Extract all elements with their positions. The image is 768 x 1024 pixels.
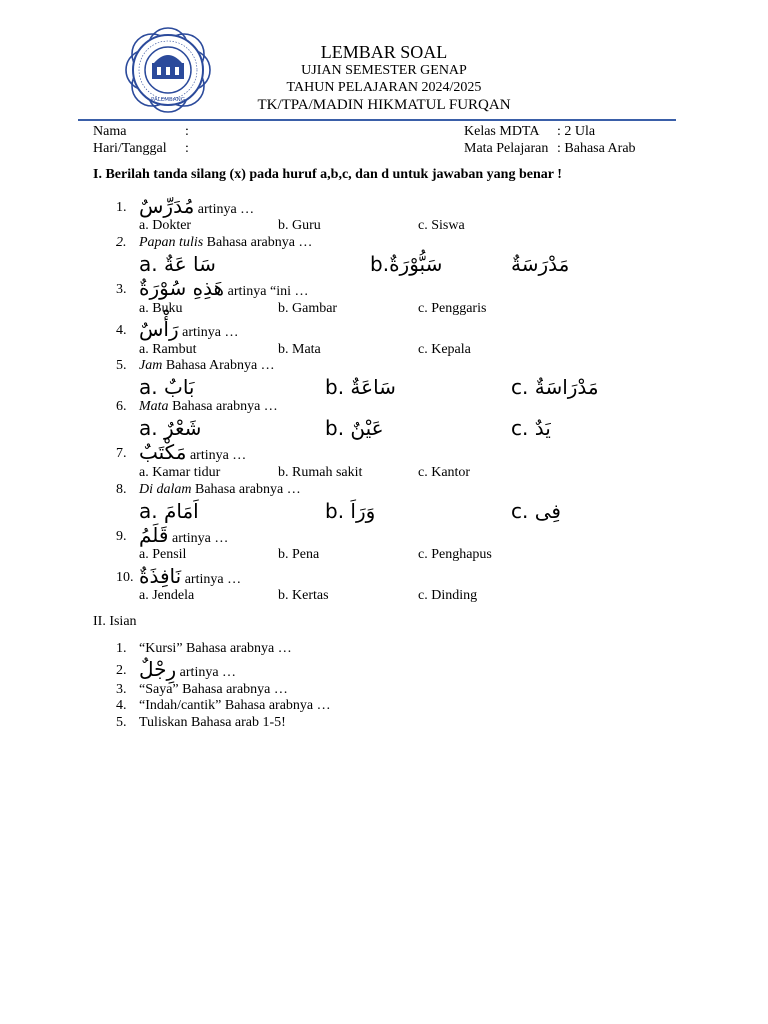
header-school: TK/TPA/MADIN HIKMATUL FURQAN bbox=[257, 97, 511, 113]
isian-1-text: “Kursi” Bahasa arabnya … bbox=[139, 641, 292, 656]
q6-number: 6. bbox=[116, 399, 127, 414]
q9-number: 9. bbox=[116, 529, 127, 544]
isian-5-number: 5. bbox=[116, 715, 127, 730]
q3-number: 3. bbox=[116, 282, 127, 297]
q9-arabic: قَلَمُ bbox=[139, 523, 169, 547]
q5-stem bbox=[139, 358, 275, 374]
q7-text: artinya … bbox=[186, 448, 247, 463]
q2-number: 2. bbox=[116, 235, 127, 250]
mapel-label: Mata Pelajaran bbox=[464, 141, 549, 156]
section1-instruction: I. Berilah tanda silang (x) pada huruf a,b,c, dan d untuk jawaban yang benar ! bbox=[93, 167, 562, 182]
mapel-value: : Bahasa Arab bbox=[557, 141, 636, 156]
q6-option-b[interactable]: b. عَيْنٌ bbox=[325, 416, 384, 440]
q5-option-c[interactable]: c. مَدْرَاسَةٌ bbox=[511, 375, 599, 399]
q4-option-a[interactable]: a. Rambut bbox=[139, 342, 197, 357]
q9-stem bbox=[139, 523, 228, 547]
q7-option-c[interactable]: c. Kantor bbox=[418, 465, 471, 480]
q8-option-b[interactable]: b. وَرَاَ bbox=[325, 499, 376, 523]
q5-text: Bahasa Arabnya … bbox=[162, 358, 275, 373]
q6-stem bbox=[139, 399, 278, 415]
logo-caption: PALEMBANG bbox=[151, 97, 185, 103]
q10-option-a[interactable]: a. Jendela bbox=[139, 588, 195, 603]
q3-option-a[interactable]: a. Buku bbox=[139, 301, 183, 316]
q8-text: Bahasa arabnya … bbox=[191, 482, 301, 497]
q2-option-a[interactable]: a. سَا عَةٌ bbox=[139, 252, 216, 276]
q1-option-c[interactable]: c. Siswa bbox=[418, 218, 465, 233]
q8-option-a[interactable]: a. اَمَامَ bbox=[139, 499, 199, 523]
q7-arabic: مَكْتَبٌ bbox=[139, 440, 187, 464]
q1-option-a[interactable]: a. Dokter bbox=[139, 218, 192, 233]
q4-arabic: رَأْسٌ bbox=[139, 317, 179, 341]
q4-option-b[interactable]: b. Mata bbox=[278, 342, 321, 357]
q5-option-a[interactable]: a. بَابٌ bbox=[139, 375, 195, 399]
section2-title: II. Isian bbox=[93, 614, 137, 629]
header-divider bbox=[78, 119, 676, 121]
q4-number: 4. bbox=[116, 323, 127, 338]
q6-option-a[interactable]: a. شَعْرٌ bbox=[139, 416, 202, 440]
q1-option-b[interactable]: b. Guru bbox=[278, 218, 321, 233]
q3-option-b[interactable]: b. Gambar bbox=[278, 301, 338, 316]
q8-option-c[interactable]: c. فِى bbox=[511, 499, 561, 523]
header-exam: UJIAN SEMESTER GENAP bbox=[301, 63, 467, 78]
q10-text: artinya … bbox=[181, 572, 242, 587]
q2-text: Bahasa arabnya … bbox=[203, 235, 313, 250]
q7-number: 7. bbox=[116, 446, 127, 461]
q2-italic: Papan tulis bbox=[139, 235, 204, 250]
q9-option-a[interactable]: a. Pensil bbox=[139, 547, 187, 562]
q2-stem bbox=[139, 235, 312, 251]
q3-text: artinya “ini … bbox=[224, 284, 309, 299]
hari-colon: : bbox=[185, 141, 189, 156]
isian-3-text: “Saya” Bahasa arabnya … bbox=[139, 682, 288, 697]
q1-stem bbox=[139, 194, 254, 218]
q6-italic: Mata bbox=[139, 399, 169, 414]
kelas-value: : 2 Ula bbox=[557, 124, 596, 139]
q7-option-a[interactable]: a. Kamar tidur bbox=[139, 465, 221, 480]
q6-option-c[interactable]: c. يَدٌ bbox=[511, 416, 551, 440]
q5-option-b[interactable]: b. سَاعَةٌ bbox=[325, 375, 396, 399]
q3-stem bbox=[139, 276, 308, 300]
q10-stem bbox=[139, 564, 241, 588]
q9-text: artinya … bbox=[168, 531, 229, 546]
q8-stem bbox=[139, 482, 301, 498]
q10-number: 10. bbox=[116, 570, 134, 585]
q10-option-b[interactable]: b. Kertas bbox=[278, 588, 329, 603]
q5-number: 5. bbox=[116, 358, 127, 373]
q3-arabic: هَذِهِ سُوْرَةٌ bbox=[139, 276, 225, 300]
isian-5-text: Tuliskan Bahasa arab 1-5! bbox=[139, 715, 286, 730]
q8-number: 8. bbox=[116, 482, 127, 497]
q9-option-b[interactable]: b. Pena bbox=[278, 547, 320, 562]
q4-text: artinya … bbox=[178, 325, 239, 340]
nama-label: Nama bbox=[93, 124, 127, 139]
q1-arabic: مُدَرِّسٌ bbox=[139, 194, 195, 218]
q5-italic: Jam bbox=[139, 358, 163, 373]
header-year: TAHUN PELAJARAN 2024/2025 bbox=[286, 80, 482, 95]
q1-text: artinya … bbox=[194, 202, 255, 217]
q10-arabic: نَافِذَةٌ bbox=[139, 564, 182, 588]
q10-option-c[interactable]: c. Dinding bbox=[418, 588, 478, 603]
q1-number: 1. bbox=[116, 200, 127, 215]
q4-option-c[interactable]: c. Kepala bbox=[418, 342, 471, 357]
q3-option-c[interactable]: c. Penggaris bbox=[418, 301, 487, 316]
q6-text: Bahasa arabnya … bbox=[168, 399, 278, 414]
kelas-label: Kelas MDTA bbox=[464, 124, 540, 139]
isian-3-number: 3. bbox=[116, 682, 127, 697]
page-title: LEMBAR SOAL bbox=[320, 42, 448, 62]
isian-2-text: artinya … bbox=[176, 665, 237, 680]
isian-2-number: 2. bbox=[116, 663, 127, 678]
q7-stem bbox=[139, 440, 246, 464]
q4-stem bbox=[139, 317, 239, 341]
isian-2-stem bbox=[139, 657, 236, 681]
isian-4-number: 4. bbox=[116, 698, 127, 713]
school-logo bbox=[124, 25, 212, 115]
nama-colon: : bbox=[185, 124, 189, 139]
q2-option-b[interactable]: b.سَبُّوْرَةٌ bbox=[370, 252, 443, 276]
q9-option-c[interactable]: c. Penghapus bbox=[418, 547, 492, 562]
isian-4-text: “Indah/cantik” Bahasa arabnya … bbox=[139, 698, 331, 713]
q2-option-c[interactable]: مَدْرَسَةٌ bbox=[511, 252, 570, 276]
isian-1-number: 1. bbox=[116, 641, 127, 656]
q8-italic: Di dalam bbox=[139, 482, 192, 497]
q7-option-b[interactable]: b. Rumah sakit bbox=[278, 465, 363, 480]
hari-label: Hari/Tanggal bbox=[93, 141, 167, 156]
isian-2-arabic: رِجْلٌ bbox=[139, 657, 177, 681]
